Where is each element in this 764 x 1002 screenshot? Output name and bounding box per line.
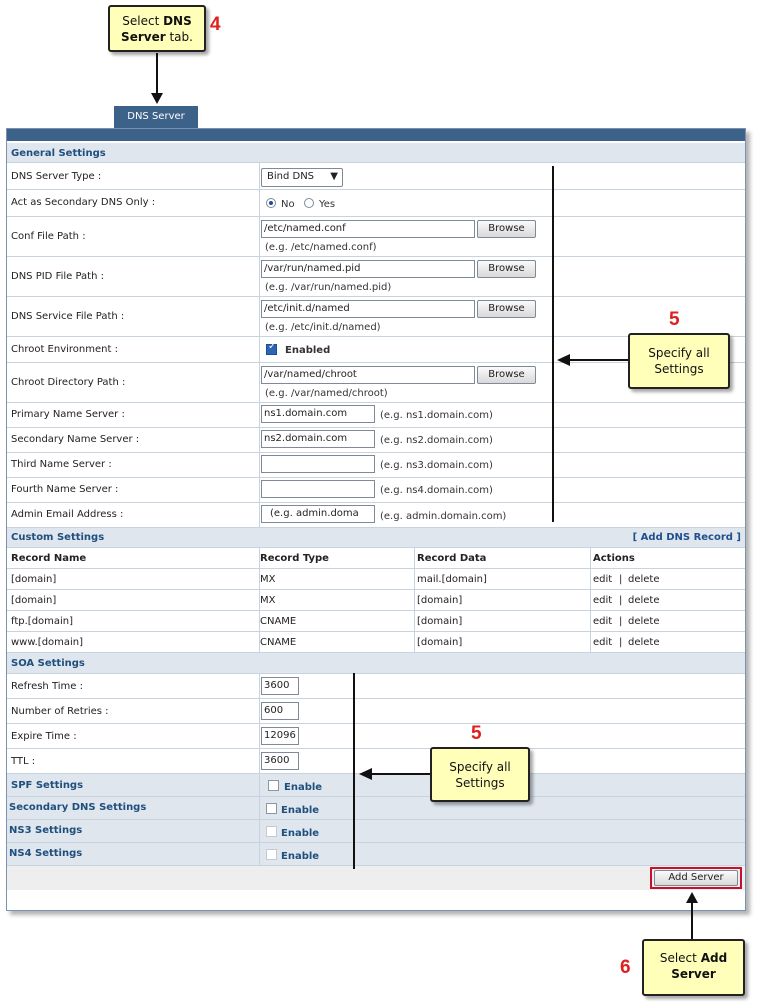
label: TTL : (11, 756, 36, 767)
callout-bold: Server (671, 967, 716, 981)
action-separator: | (619, 637, 623, 648)
browse-button[interactable]: Browse (477, 260, 536, 278)
callout-select-dns-tab (108, 5, 206, 52)
column-divider (259, 569, 260, 589)
section-general (7, 143, 745, 163)
checkbox-label: Enabled (285, 345, 331, 356)
table-row (7, 611, 745, 632)
column-divider (259, 478, 260, 502)
edit-link[interactable]: edit (593, 616, 613, 627)
hint: (e.g. /etc/init.d/named) (265, 322, 381, 333)
column-divider (414, 611, 415, 631)
column-divider (259, 632, 260, 652)
section-title: Secondary DNS Settings (9, 802, 147, 813)
row-ns1 (7, 403, 745, 428)
callout-text: Specify all (449, 760, 511, 774)
row-pid-path (7, 257, 745, 297)
refresh-time-input[interactable]: 3600 (261, 677, 299, 695)
label: Third Name Server : (11, 459, 112, 470)
record-name: [domain] (11, 595, 57, 606)
label: Primary Name Server : (11, 409, 125, 420)
row-service-path (7, 297, 745, 337)
row-ns3 (7, 453, 745, 478)
add-server-highlight (650, 867, 742, 889)
radio-no[interactable] (266, 198, 276, 208)
action-separator: | (619, 574, 623, 585)
column-divider (259, 453, 260, 477)
column-divider (259, 611, 260, 631)
record-data: [domain] (417, 616, 463, 627)
edit-link[interactable]: edit (593, 637, 613, 648)
record-name: ftp.[domain] (11, 616, 74, 627)
hint: (e.g. ns2.domain.com) (380, 435, 493, 446)
table-row (7, 569, 745, 590)
ttl-input[interactable]: 3600 (261, 752, 299, 770)
select-value: Bind DNS (267, 171, 315, 182)
callout-text: Specify all (648, 346, 710, 360)
label: Expire Time : (11, 731, 77, 742)
record-type: MX (260, 595, 276, 606)
arrow-shaft (570, 359, 628, 361)
callout-specify-settings-2 (430, 747, 530, 802)
step-number-5: 5 (471, 723, 482, 744)
row-ns2 (7, 428, 745, 453)
column-divider (259, 190, 260, 216)
column-divider (259, 724, 260, 748)
record-data: mail.[domain] (417, 574, 487, 585)
radio-yes[interactable] (304, 198, 314, 208)
callout-bold: Server (121, 30, 166, 44)
label: Secondary Name Server : (11, 434, 140, 445)
section-custom (7, 528, 745, 548)
hint: (e.g. /var/named/chroot) (265, 388, 388, 399)
record-name: www.[domain] (11, 637, 84, 648)
callout-text: Settings (455, 776, 505, 790)
label: Act as Secondary DNS Only : (11, 197, 156, 208)
column-divider (414, 590, 415, 610)
delete-link[interactable]: delete (628, 574, 660, 585)
column-divider (259, 548, 260, 568)
chroot-dir-input[interactable]: /var/named/chroot (261, 366, 475, 384)
tab-bar (7, 129, 745, 141)
form-footer (7, 866, 745, 890)
column-divider (259, 699, 260, 723)
section-ns3 (7, 820, 745, 843)
row-conf-path (7, 217, 745, 257)
spf-enable-checkbox[interactable] (268, 780, 279, 791)
record-name: [domain] (11, 574, 57, 585)
browse-button[interactable]: Browse (477, 366, 536, 384)
callout-select-add-server (642, 939, 745, 996)
action-separator: | (619, 616, 623, 627)
column-divider (259, 797, 260, 819)
column-divider (259, 257, 260, 296)
column-divider (259, 674, 260, 698)
records-header (7, 548, 745, 569)
hint: (e.g. /var/run/named.pid) (265, 282, 392, 293)
section-title: SPF Settings (11, 780, 84, 791)
arrow-left-icon (359, 768, 372, 780)
row-expire (7, 724, 745, 749)
column-divider (259, 217, 260, 256)
column-divider (414, 548, 415, 568)
radio-yes-label: Yes (319, 199, 336, 210)
edit-link[interactable]: edit (593, 574, 613, 585)
enable-label: Enable (281, 805, 320, 816)
label: DNS Service File Path : (11, 311, 125, 322)
record-type: MX (260, 574, 276, 585)
radio-no-label: No (281, 199, 295, 210)
edit-link[interactable]: edit (593, 595, 613, 606)
section-secondary-dns (7, 797, 745, 820)
admin-email-input[interactable]: (e.g. admin.doma (261, 505, 375, 523)
tab-dns-server[interactable]: DNS Server (114, 106, 198, 128)
callout-text: tab. (165, 30, 193, 44)
hint: (e.g. /etc/named.conf) (265, 242, 377, 253)
primary-ns-input[interactable]: ns1.domain.com (261, 405, 375, 423)
retries-input[interactable]: 600 (261, 702, 299, 720)
row-server-type (7, 163, 745, 190)
callout-text: Settings (654, 362, 704, 376)
section-title: General Settings (11, 148, 106, 159)
chevron-down-icon: ▼ (330, 171, 338, 182)
enable-label: Enable (281, 851, 320, 862)
section-title: NS4 Settings (9, 848, 83, 859)
enable-label: Enable (284, 782, 323, 793)
column-divider (590, 548, 591, 568)
fourth-ns-input[interactable] (261, 480, 375, 498)
secondary-ns-input[interactable]: ns2.domain.com (261, 430, 375, 448)
record-type: CNAME (260, 616, 297, 627)
hint: (e.g. ns3.domain.com) (380, 460, 493, 471)
third-ns-input[interactable] (261, 455, 375, 473)
section-title: Custom Settings (11, 532, 105, 543)
callout-bold: DNS (163, 14, 192, 28)
column-divider (259, 843, 260, 865)
column-divider (259, 503, 260, 527)
add-server-button[interactable]: Add Server (654, 870, 738, 886)
ns3-enable-checkbox[interactable] (266, 826, 277, 837)
column-divider (259, 590, 260, 610)
column-divider (259, 363, 260, 402)
pid-path-input[interactable]: /var/run/named.pid (261, 260, 475, 278)
label: DNS PID File Path : (11, 271, 104, 282)
record-data: [domain] (417, 637, 463, 648)
hint: (e.g. ns4.domain.com) (380, 485, 493, 496)
label: Admin Email Address : (11, 509, 124, 520)
row-refresh (7, 674, 745, 699)
label: Fourth Name Server : (11, 484, 119, 495)
column-divider (590, 590, 591, 610)
label: Chroot Directory Path : (11, 377, 126, 388)
header-record-type: Record Type (260, 553, 329, 564)
row-admin-email (7, 503, 745, 528)
label: DNS Server Type : (11, 171, 102, 182)
column-divider (259, 774, 260, 796)
conf-path-input[interactable]: /etc/named.conf (261, 220, 475, 238)
arrow-shaft (372, 773, 430, 775)
callout-bold: Add (700, 951, 728, 965)
dns-server-type-select[interactable] (261, 168, 343, 187)
row-retries (7, 699, 745, 724)
ns4-enable-checkbox[interactable] (266, 849, 277, 860)
column-divider (414, 632, 415, 652)
hint: (e.g. admin.domain.com) (380, 511, 507, 522)
arrow-down-icon (151, 93, 163, 104)
delete-link[interactable]: delete (628, 637, 660, 648)
header-record-data: Record Data (417, 553, 487, 564)
add-dns-record-link[interactable]: [ Add DNS Record ] (632, 532, 741, 543)
label: Number of Retries : (11, 706, 109, 717)
callout-text: Select (659, 951, 701, 965)
step-number-4: 4 (210, 14, 221, 35)
label: Chroot Environment : (11, 344, 118, 355)
record-type: CNAME (260, 637, 297, 648)
header-actions: Actions (593, 553, 635, 564)
record-data: [domain] (417, 595, 463, 606)
table-row (7, 632, 745, 653)
delete-link[interactable]: delete (628, 595, 660, 606)
section-spf (7, 774, 745, 797)
column-divider (414, 569, 415, 589)
enable-label: Enable (281, 828, 320, 839)
hint: (e.g. ns1.domain.com) (380, 410, 493, 421)
arrow-shaft (156, 53, 158, 95)
column-divider (259, 749, 260, 773)
bracket-line (552, 166, 554, 522)
column-divider (590, 569, 591, 589)
chroot-checkbox[interactable] (266, 344, 277, 355)
column-divider (259, 337, 260, 362)
dns-server-panel (6, 128, 746, 911)
section-title: NS3 Settings (9, 825, 83, 836)
section-soa (7, 653, 745, 674)
column-divider (259, 403, 260, 427)
column-divider (590, 611, 591, 631)
label: Refresh Time : (11, 681, 83, 692)
service-path-input[interactable]: /etc/init.d/named (261, 300, 475, 318)
column-divider (590, 632, 591, 652)
row-ttl (7, 749, 745, 774)
arrow-left-icon (557, 354, 570, 366)
step-number-5: 5 (669, 309, 680, 330)
row-secondary-only (7, 190, 745, 217)
delete-link[interactable]: delete (628, 616, 660, 627)
action-separator: | (619, 595, 623, 606)
column-divider (259, 428, 260, 452)
callout-specify-settings-1 (628, 333, 730, 389)
arrow-shaft (691, 902, 693, 939)
bracket-line (353, 673, 355, 869)
header-record-name: Record Name (11, 553, 87, 564)
secondary-enable-checkbox[interactable] (266, 803, 277, 814)
column-divider (259, 297, 260, 336)
column-divider (259, 820, 260, 842)
row-ns4 (7, 478, 745, 503)
column-divider (259, 163, 260, 189)
table-row (7, 590, 745, 611)
label: Conf File Path : (11, 231, 86, 242)
section-ns4 (7, 843, 745, 866)
callout-text: Select (122, 14, 164, 28)
expire-time-input[interactable]: 12096 (261, 727, 299, 745)
browse-button[interactable]: Browse (477, 300, 536, 318)
browse-button[interactable]: Browse (477, 220, 536, 238)
section-title: SOA Settings (11, 658, 85, 669)
step-number-6: 6 (620, 957, 631, 978)
